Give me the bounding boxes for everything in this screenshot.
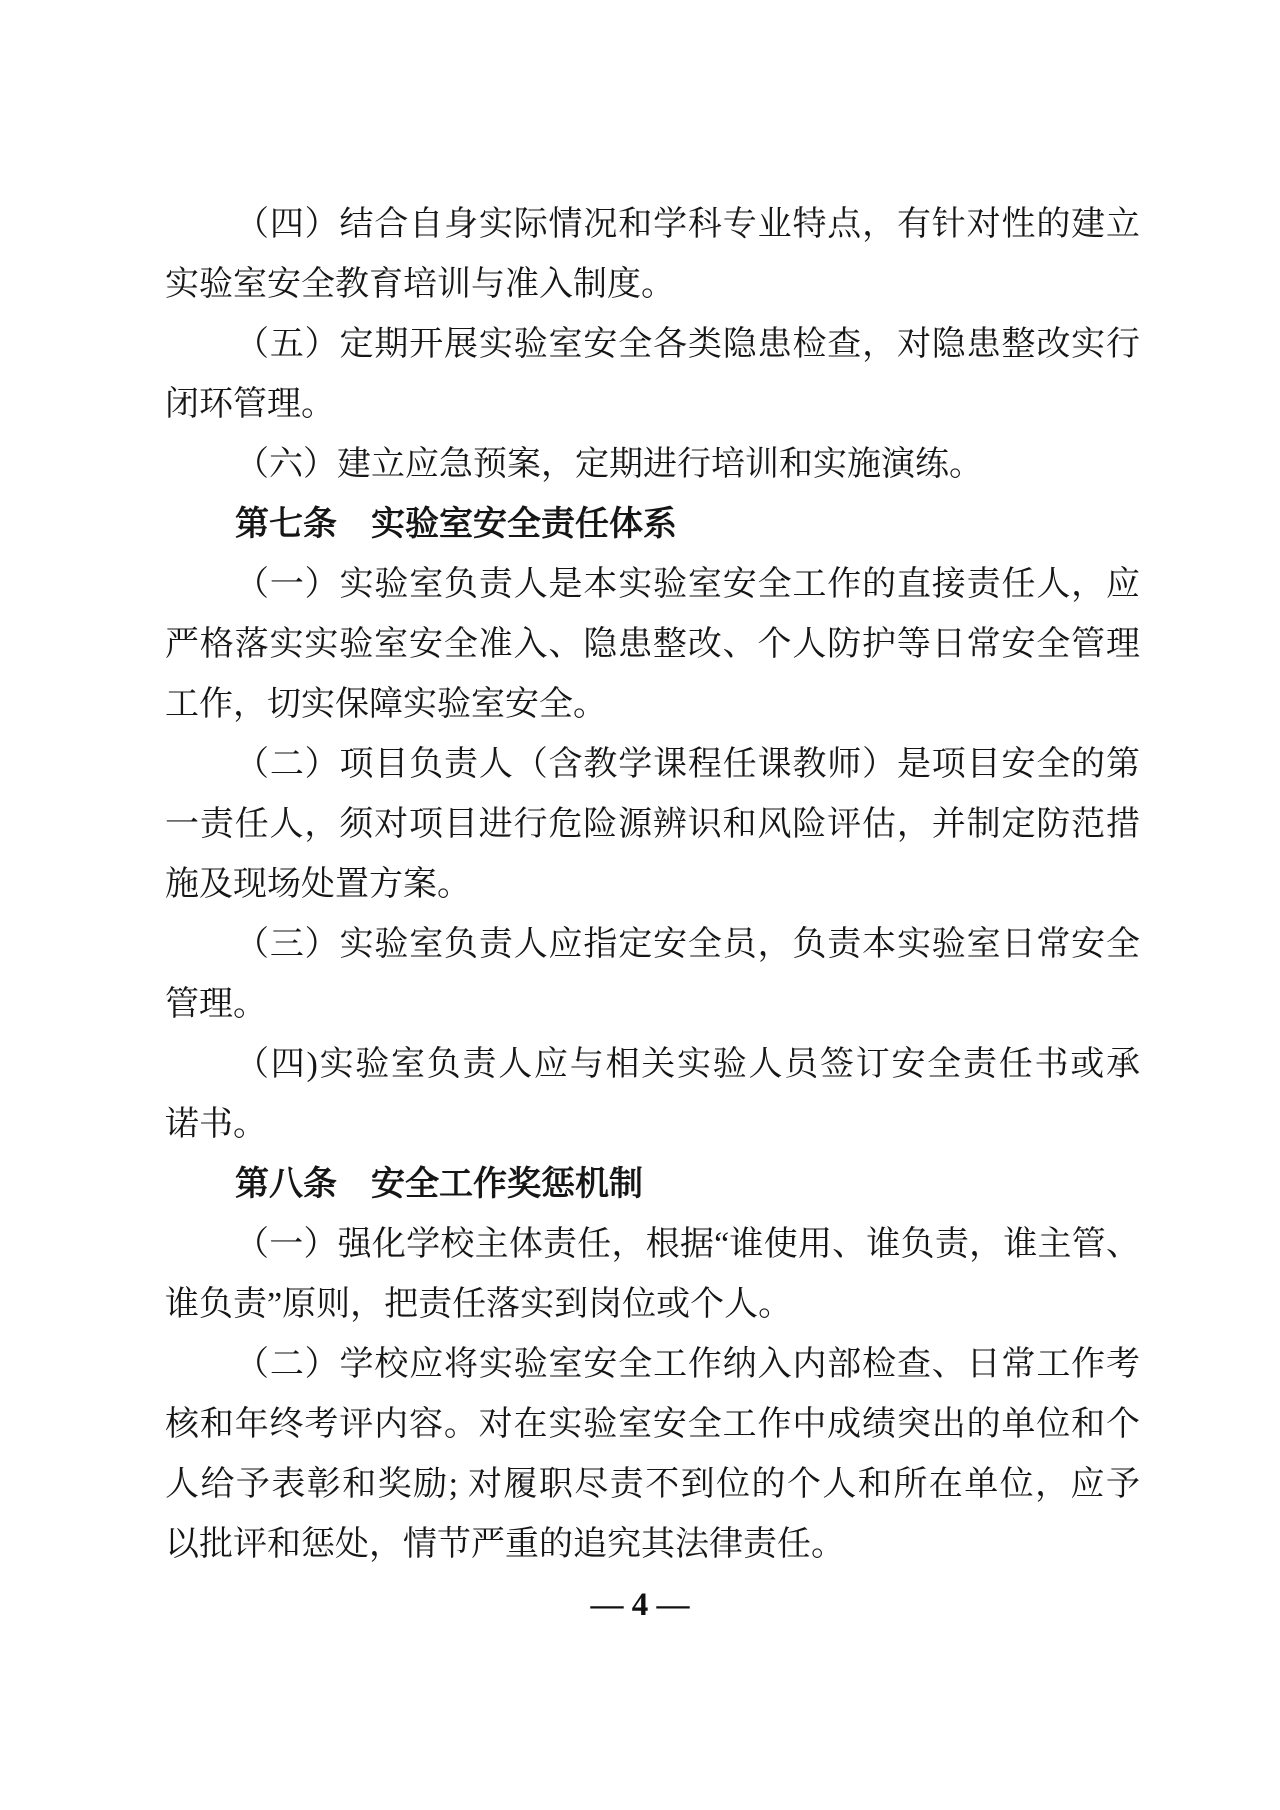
text-line: 人给予表彰和奖励; 对履职尽责不到位的个人和所在单位，应予 [165,1466,1140,1503]
page-number: — 4 — [590,1587,690,1623]
text-line: 诺书。 [165,1106,267,1143]
text-line: 闭环管理。 [165,386,335,423]
text-line: 严格落实实验室安全准入、隐患整改、个人防护等日常安全管理 [165,626,1140,663]
text-line: （五）定期开展实验室安全各类隐患检查，对隐患整改实行 [235,326,1140,363]
text-line: 工作，切实保障实验室安全。 [165,686,607,723]
text-line: 一责任人，须对项目进行危险源辨识和风险评估，并制定防范措 [165,806,1140,843]
text-line: 谁负责”原则，把责任落实到岗位或个人。 [165,1286,793,1323]
text-line: （一）实验室负责人是本实验室安全工作的直接责任人，应 [235,566,1140,603]
text-block [165,195,1140,1575]
text-line: （四)实验室负责人应与相关实验人员签订安全责任书或承 [235,1046,1140,1083]
text-line: （二）学校应将实验室安全工作纳入内部检查、日常工作考 [235,1346,1140,1383]
text-line: （一）强化学校主体责任，根据“谁使用、谁负责，谁主管、 [235,1226,1140,1263]
heading-line: 第七条 实验室安全责任体系 [235,506,677,543]
text-line: （四）结合自身实际情况和学科专业特点，有针对性的建立 [235,206,1140,243]
text-line: （三）实验室负责人应指定安全员，负责本实验室日常安全 [235,926,1140,963]
text-line: （六）建立应急预案，定期进行培训和实施演练。 [235,446,983,483]
text-line: 实验室安全教育培训与准入制度。 [165,266,675,303]
text-line: 管理。 [165,986,267,1023]
text-line: 以批评和惩处，情节严重的追究其法律责任。 [165,1526,845,1563]
text-line: 施及现场处置方案。 [165,866,471,903]
text-line: （二）项目负责人（含教学课程任课教师）是项目安全的第 [235,746,1140,783]
heading-line: 第八条 安全工作奖惩机制 [235,1166,643,1203]
text-line: 核和年终考评内容。对在实验室安全工作中成绩突出的单位和个 [165,1406,1140,1443]
